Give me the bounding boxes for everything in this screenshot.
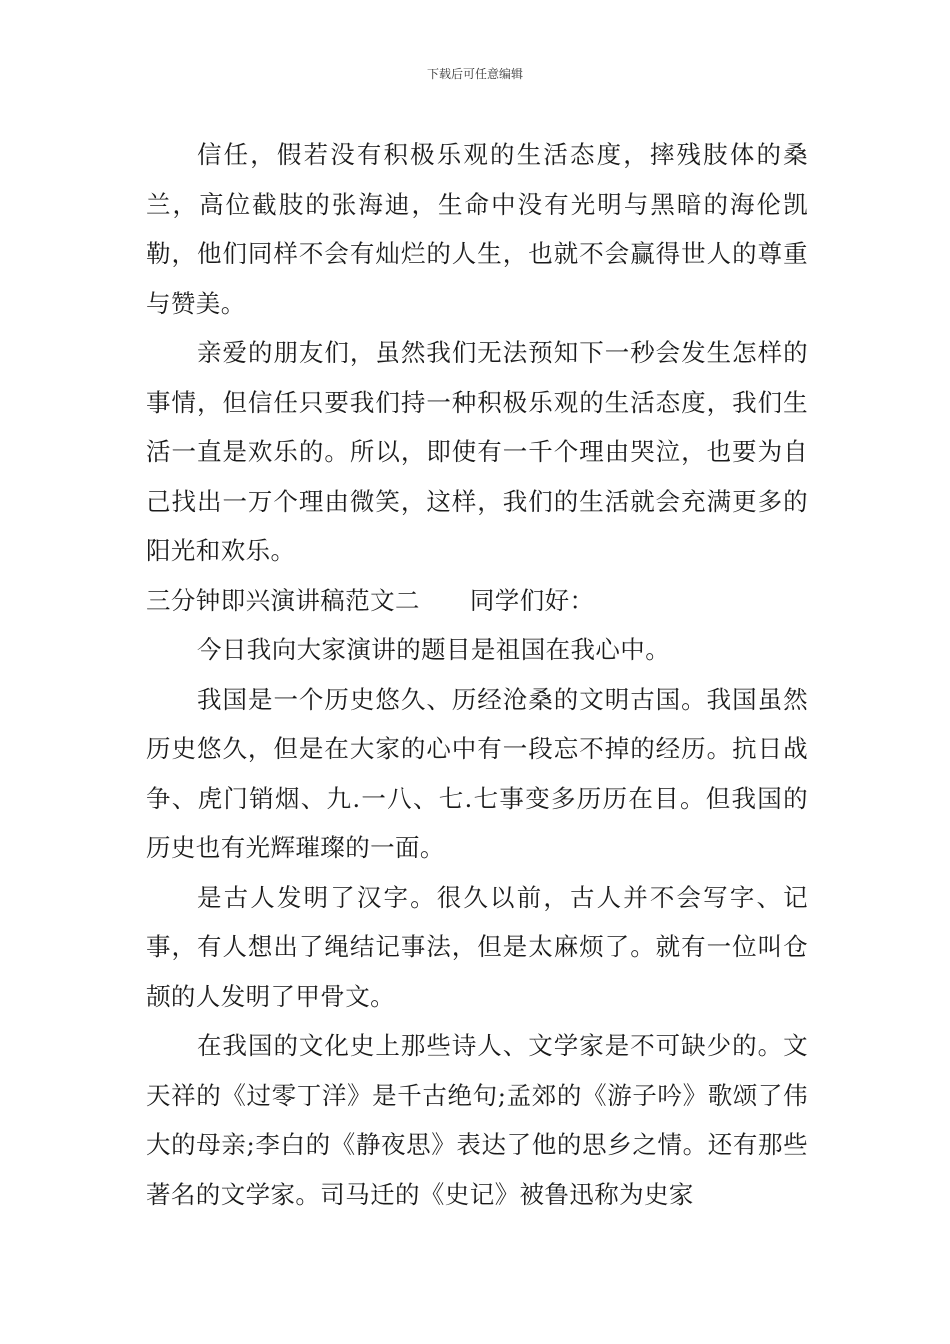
page-header: 下载后可任意编辑	[426, 67, 523, 81]
paragraph-speech-topic: 今日我向大家演讲的题目是祖国在我心中。	[197, 635, 671, 664]
paragraph-chinese-characters: 是古人发明了汉字。很久以前，古人并不会写字、记事，有人想出了绳结记事法，但是太麻烦了。就有一位叫仓颉的人发明了甲骨文。	[146, 882, 808, 1011]
document-body	[146, 130, 808, 1219]
section-greeting: 同学们好：	[469, 585, 595, 615]
section-title: 三分钟即兴演讲稿范文二	[146, 585, 420, 615]
paragraph-poets-writers: 在我国的文化史上那些诗人、文学家是不可缺少的。文天祥的《过零丁洋》是千古绝句;孟郊的《游子吟》歌颂了伟大的母亲;李白的《静夜思》表达了他的思乡之情。还有那些著名的文学家。司马迁的《史记》被鲁迅称为史家	[146, 1031, 808, 1209]
paragraph-trust-attitude: 信任，假若没有积极乐观的生活态度，摔残肢体的桑兰，高位截肢的张海迪，生命中没有光明与黑暗的海伦凯勒，他们同样不会有灿烂的人生，也就不会赢得世人的尊重与赞美。	[146, 140, 808, 318]
section-heading	[146, 576, 808, 626]
paragraph-ancient-country: 我国是一个历史悠久、历经沧桑的文明古国。我国虽然历史悠久，但是在大家的心中有一段忘不掉的经历。抗日战争、虎门销烟、九.一八、七.七事变多历历在目。但我国的历史也有光辉璀璨的一面。	[146, 684, 808, 862]
paragraph-dear-friends: 亲爱的朋友们，虽然我们无法预知下一秒会发生怎样的事情，但信任只要我们持一种积极乐观的生活态度，我们生活一直是欢乐的。所以，即使有一千个理由哭泣，也要为自己找出一万个理由微笑，这样，我们的生活就会充满更多的阳光和欢乐。	[146, 338, 808, 565]
